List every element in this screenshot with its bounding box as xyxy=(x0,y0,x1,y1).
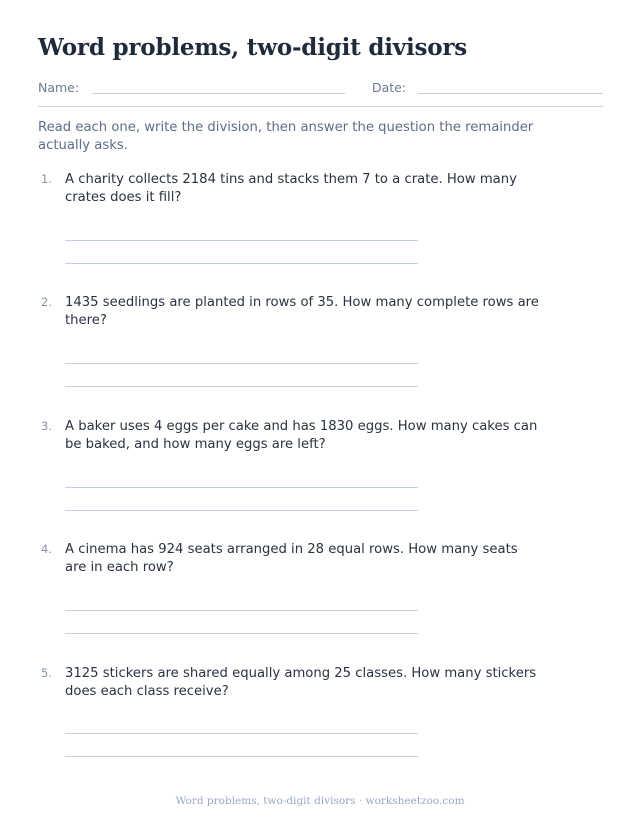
answer-line[interactable] xyxy=(65,510,418,511)
date-label: Date: xyxy=(372,80,407,95)
page-footer: Word problems, two-digit divisors · worksheetzoo.com xyxy=(175,795,465,807)
problem-text: A cinema has 924 seats arranged in 28 equal rows. How many seats are in each row? xyxy=(65,542,518,575)
instructions: Read each one, write the division, then answer the question the remainder actually asks. xyxy=(38,120,534,153)
answer-line[interactable] xyxy=(65,386,418,387)
answer-line[interactable] xyxy=(65,610,418,611)
problem-number: 5. xyxy=(41,666,52,680)
page-title: Word problems, two-digit divisors xyxy=(38,34,468,61)
name-field-line[interactable] xyxy=(92,93,345,94)
answer-line[interactable] xyxy=(65,263,418,264)
problem-item xyxy=(0,171,640,281)
problem-text: A baker uses 4 eggs per cake and has 1830 eggs. How many cakes can be baked, and how many eggs are left? xyxy=(65,419,538,452)
header-divider xyxy=(38,106,603,107)
problem-text: A charity collects 2184 tins and stacks them 7 to a crate. How many crates does it fill? xyxy=(65,172,517,205)
problem-number: 3. xyxy=(41,419,52,433)
answer-line[interactable] xyxy=(65,487,418,488)
problem-text: 1435 seedlings are planted in rows of 35. How many complete rows are there? xyxy=(65,295,539,328)
problem-item xyxy=(0,418,640,528)
date-field-line[interactable] xyxy=(418,93,603,94)
problem-item xyxy=(0,541,640,651)
problem-item xyxy=(0,665,640,775)
answer-line[interactable] xyxy=(65,756,418,757)
answer-line[interactable] xyxy=(65,363,418,364)
problem-number: 1. xyxy=(41,172,52,186)
problem-item xyxy=(0,294,640,404)
answer-line[interactable] xyxy=(65,240,418,241)
problem-text: 3125 stickers are shared equally among 25 classes. How many stickers does each class receive? xyxy=(65,666,537,699)
problem-number: 2. xyxy=(41,295,52,309)
problem-number: 4. xyxy=(41,542,52,556)
answer-line[interactable] xyxy=(65,633,418,634)
name-label: Name: xyxy=(38,80,80,95)
answer-line[interactable] xyxy=(65,733,418,734)
